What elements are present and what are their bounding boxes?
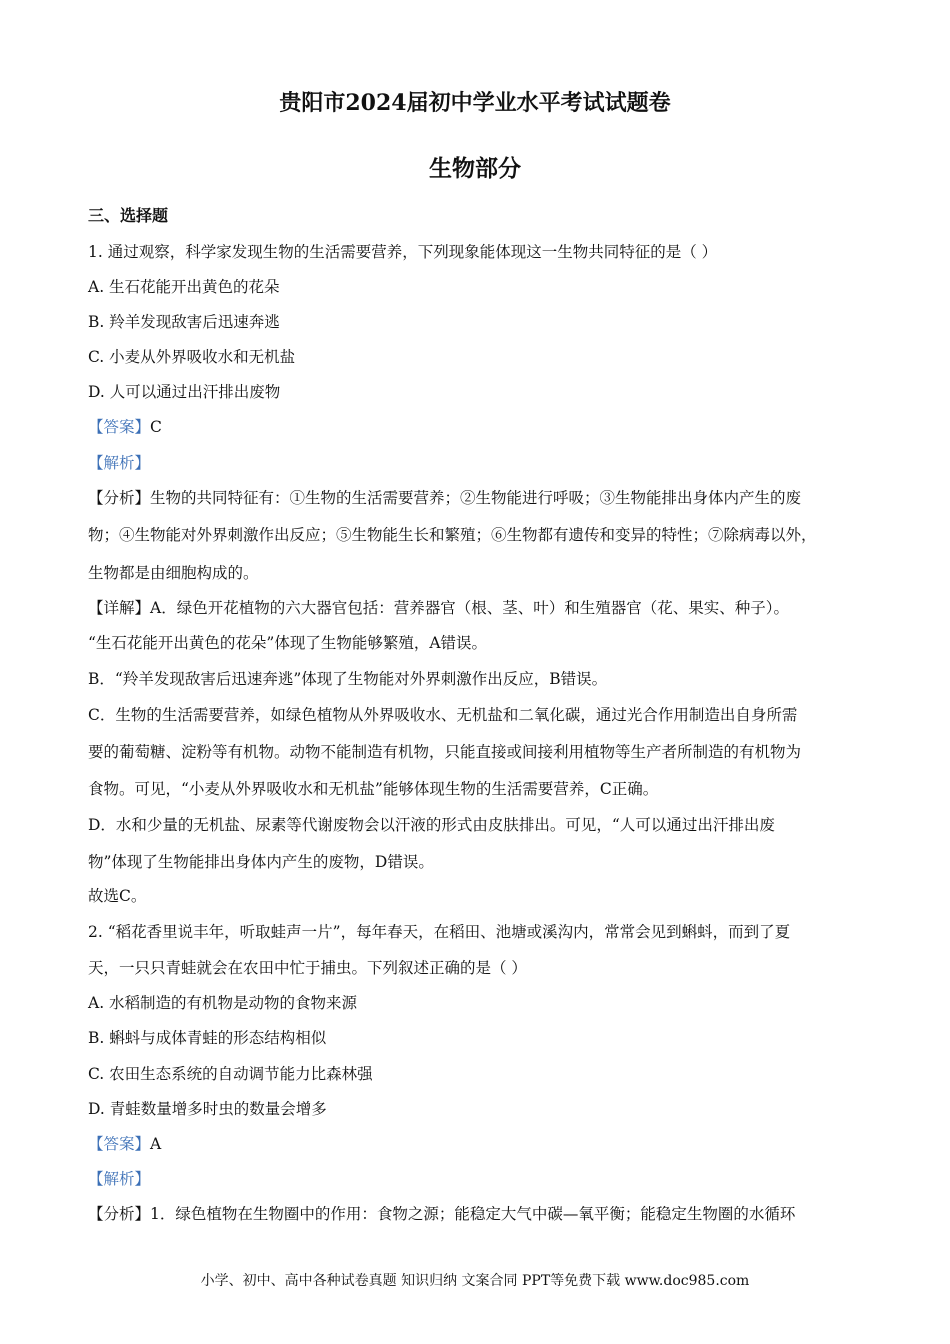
answer-value: A (150, 1135, 162, 1153)
page-subtitle: 生物部分 (429, 155, 521, 182)
q1-detail-line2: “生石花能开出黄色的花朵”体现了生物能够繁殖，A错误。 (88, 634, 488, 652)
q1-detail-line1 (88, 598, 878, 618)
answer-tag: 【答案】 (88, 1135, 151, 1153)
q2-answer (88, 1134, 878, 1154)
q1-option-c: C. 小麦从外界吸收水和无机盐 (88, 348, 296, 366)
q1-conclusion: 故选C。 (88, 887, 147, 905)
q2-option-a: A. 水稻制造的有机物是动物的食物来源 (88, 994, 358, 1012)
detail-text: A．绿色开花植物的六大器官包括：营养器官（根、茎、叶）和生殖器官（花、果实、种子）。 (150, 599, 789, 617)
q1-answer (88, 417, 878, 437)
q1-analysis-line1 (88, 488, 878, 508)
analysis-tag: 【分析】 (88, 1205, 151, 1223)
q1-detail-line4: C．生物的生活需要营养，如绿色植物从外界吸收水、无机盐和二氧化碳，通过光合作用制造出自身所需 (88, 706, 798, 724)
q1-analysis-line3: 生物都是由细胞构成的。 (88, 564, 259, 582)
answer-tag: 【答案】 (88, 418, 151, 436)
q1-detail-line3: B．“羚羊发现敌害后迅速奔逃”体现了生物能对外界刺激作出反应，B错误。 (88, 670, 608, 688)
answer-value: C (150, 418, 162, 436)
q1-detail-line6: 食物。可见，“小麦从外界吸收水和无机盐”能够体现生物的生活需要营养，C正确。 (88, 780, 659, 798)
analysis-tag: 【分析】 (88, 489, 151, 507)
q1-analysis-line2: 物；④生物能对外界刺激作出反应；⑤生物能生长和繁殖；⑥生物都有遗传和变异的特性；⑦除病毒以外， (88, 526, 817, 544)
detail-tag: 【详解】 (88, 599, 151, 617)
q2-stem-line2: 天，一只只青蛙就会在农田中忙于捕虫。下列叙述正确的是（ ） (88, 959, 527, 977)
page-title: 贵阳市2024届初中学业水平考试试题卷 (279, 90, 671, 116)
q2-jiexi-tag: 【解析】 (88, 1170, 151, 1188)
analysis-text: 生物的共同特征有：①生物的生活需要营养；②生物能进行呼吸；③生物能排出身体内产生的废 (150, 489, 802, 507)
q2-analysis-line1 (88, 1204, 878, 1224)
q1-stem: 1. 通过观察，科学家发现生物的生活需要营养，下列现象能体现这一生物共同特征的是（ ） (88, 243, 718, 261)
q2-option-d: D. 青蛙数量增多时虫的数量会增多 (88, 1100, 327, 1118)
q1-option-d: D. 人可以通过出汗排出废物 (88, 383, 281, 401)
section-heading: 三、选择题 (88, 206, 169, 225)
page-footer: 小学、初中、高中各种试卷真题 知识归纳 文案合同 PPT等免费下载 www.doc985.com (200, 1273, 750, 1289)
q1-option-a: A. 生石花能开出黄色的花朵 (88, 278, 280, 296)
q1-option-b: B. 羚羊发现敌害后迅速奔逃 (88, 313, 280, 331)
q1-detail-line5: 要的葡萄糖、淀粉等有机物。动物不能制造有机物，只能直接或间接利用植物等生产者所制造的有机物为 (88, 743, 802, 761)
q1-jiexi-tag: 【解析】 (88, 454, 151, 472)
analysis-text: 1．绿色植物在生物圈中的作用：食物之源；能稳定大气中碳—氧平衡；能稳定生物圈的水循环 (150, 1205, 796, 1223)
q2-option-b: B. 蝌蚪与成体青蛙的形态结构相似 (88, 1029, 327, 1047)
q2-stem-line1: 2. “稻花香里说丰年，听取蛙声一片”，每年春天，在稻田、池塘或溪沟内，常常会见到蝌蚪，而到了夏 (88, 923, 791, 941)
q1-detail-line8: 物”体现了生物能排出身体内产生的废物，D错误。 (88, 853, 434, 871)
q1-detail-line7: D．水和少量的无机盐、尿素等代谢废物会以汗液的形式由皮肤排出。可见，“人可以通过出汗排出废 (88, 816, 775, 834)
q2-option-c: C. 农田生态系统的自动调节能力比森林强 (88, 1065, 373, 1083)
